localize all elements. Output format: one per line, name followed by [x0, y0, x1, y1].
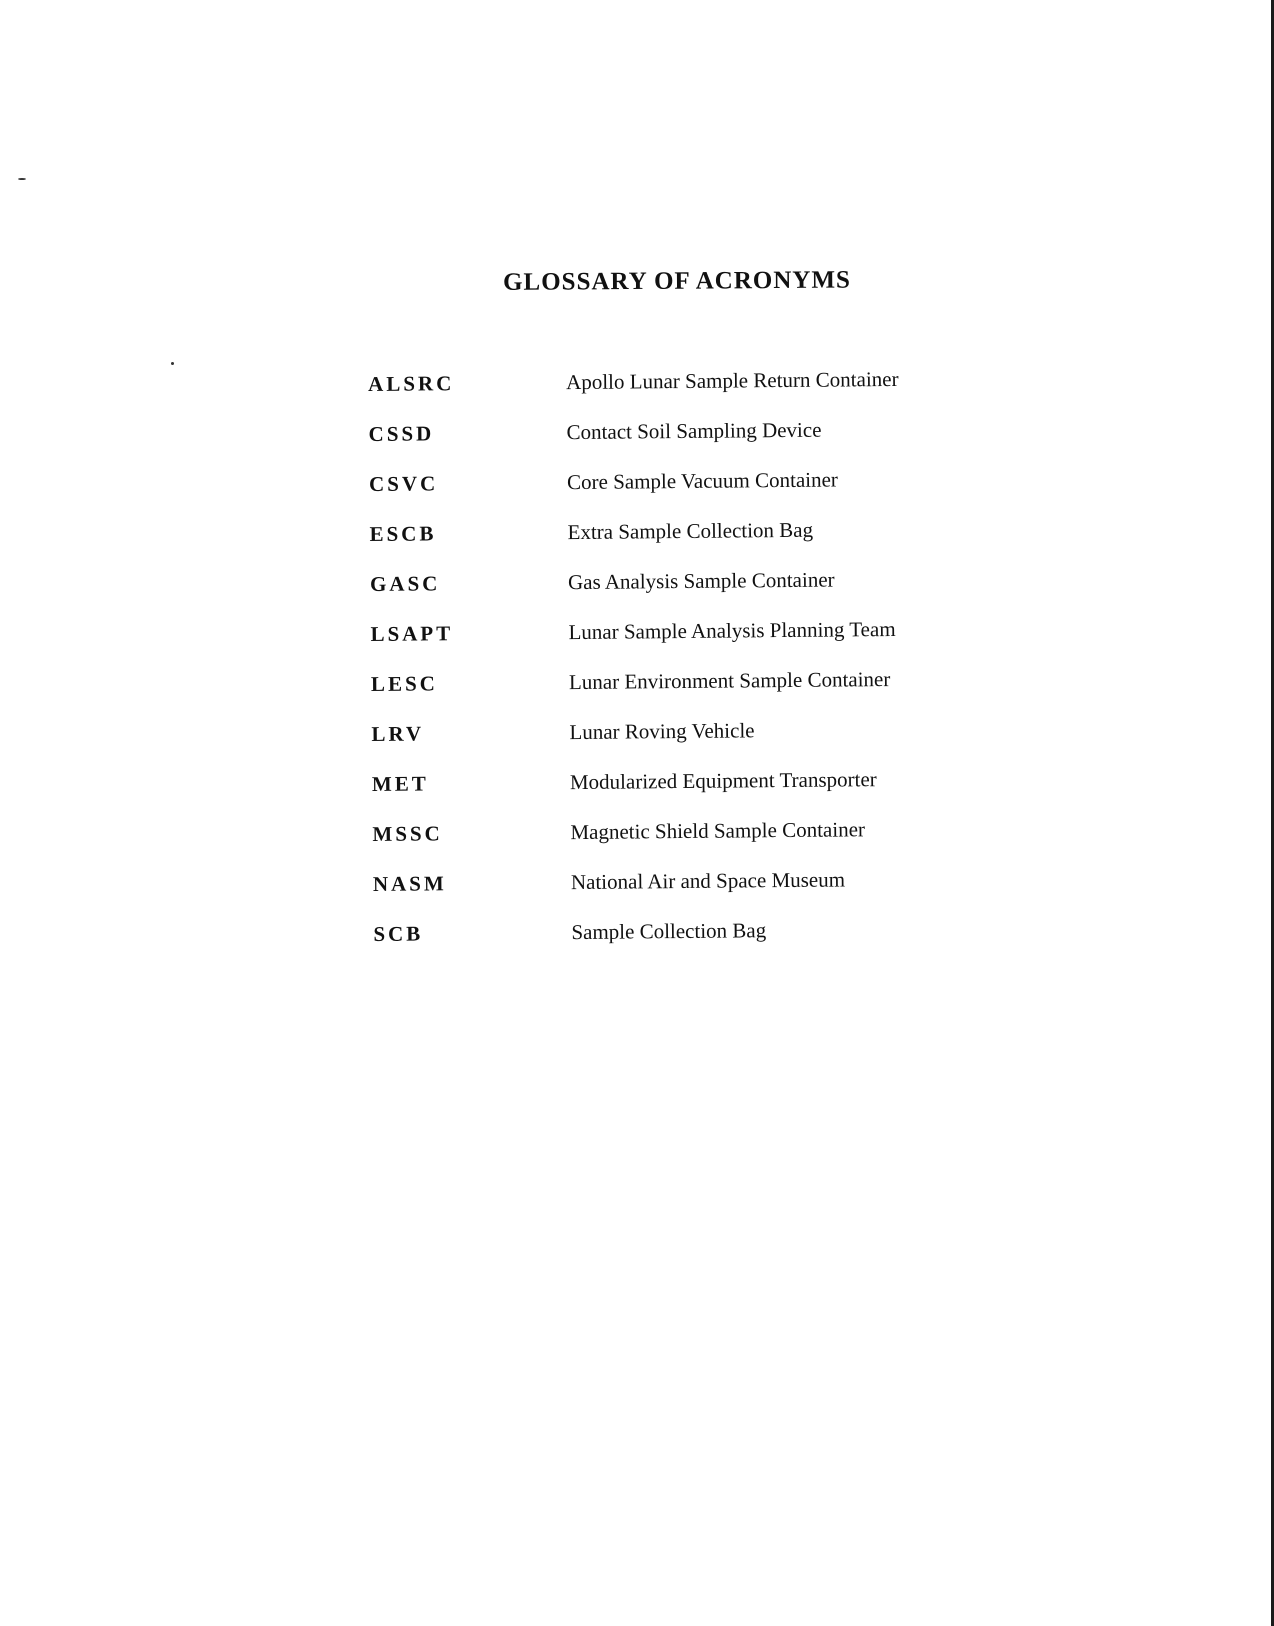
list-item: [368, 367, 928, 422]
acronym: ALSRC: [368, 371, 455, 396]
list-item: [370, 567, 930, 622]
list-item: [370, 617, 930, 672]
list-item: [372, 817, 932, 872]
page-title: GLOSSARY OF ACRONYMS: [502, 266, 852, 296]
list-item: [373, 917, 933, 972]
definition: Lunar Environment Sample Container: [568, 667, 891, 695]
acronym: CSSD: [368, 421, 435, 446]
list-item: [369, 467, 929, 522]
definition: Modularized Equipment Transporter: [569, 767, 877, 795]
list-item: [369, 517, 929, 572]
acronym: CSVC: [368, 471, 439, 496]
definition: Magnetic Shield Sample Container: [570, 817, 866, 845]
definition: National Air and Space Museum: [570, 867, 846, 895]
list-item: [372, 767, 932, 822]
list-item: [373, 867, 933, 922]
definition: Contact Soil Sampling Device: [566, 417, 822, 445]
acronym: GASC: [369, 571, 441, 596]
definition: Core Sample Vacuum Container: [566, 467, 838, 495]
definition: Apollo Lunar Sample Return Container: [565, 366, 899, 395]
scan-speck: [18, 178, 26, 180]
acronym: MSSC: [372, 821, 443, 846]
list-item: [371, 667, 931, 722]
definition: Extra Sample Collection Bag: [567, 517, 814, 545]
list-item: [368, 417, 928, 472]
definition: Sample Collection Bag: [571, 918, 767, 945]
definition: Lunar Roving Vehicle: [569, 718, 755, 745]
acronym: MET: [371, 771, 429, 796]
acronym: SCB: [373, 921, 424, 946]
acronym: LRV: [371, 721, 425, 746]
acronym: LSAPT: [370, 621, 454, 646]
definition: Gas Analysis Sample Container: [567, 567, 835, 595]
scan-speck: [171, 362, 174, 365]
definition: Lunar Sample Analysis Planning Team: [568, 616, 896, 645]
acronym: LESC: [370, 671, 438, 696]
list-item: [371, 717, 931, 772]
acronym: ESCB: [369, 521, 437, 546]
acronym: NASM: [372, 871, 447, 896]
acronym-list: [368, 367, 934, 972]
